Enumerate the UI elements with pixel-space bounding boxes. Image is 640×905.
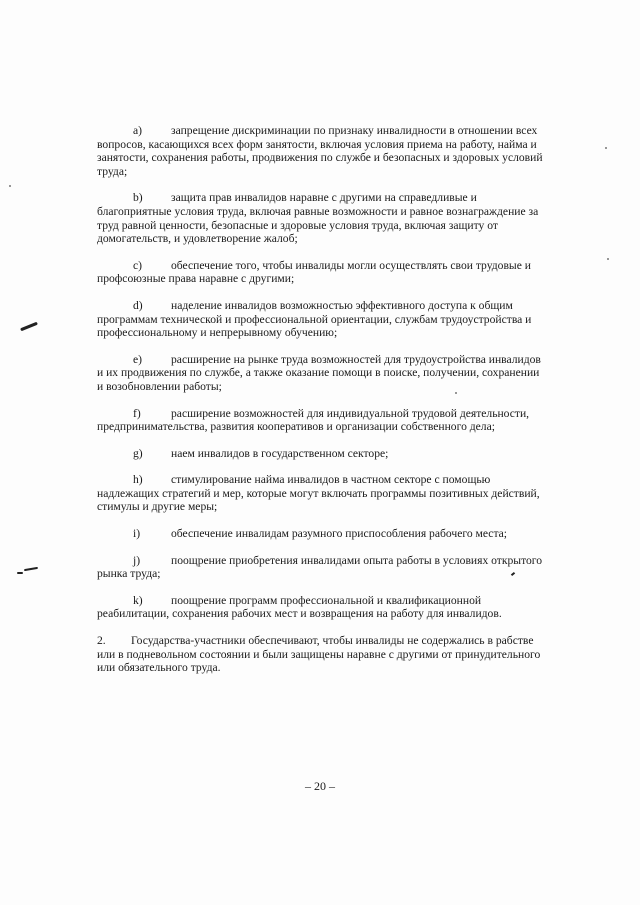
item-marker: h): [133, 473, 143, 487]
item-text: наем инвалидов в государственном секторе;: [171, 446, 389, 460]
item-marker: f): [133, 406, 141, 420]
scan-artifact-mark: [20, 322, 38, 332]
item-text: расширение возможностей для индивидуальной трудовой деятельности, предпринимательства, развития кооперативов и организации собственного дела;: [97, 406, 530, 434]
item-marker: j): [133, 553, 141, 567]
list-item-k: [97, 594, 548, 621]
item-text: поощрение программ профессиональной и квалификационной реабилитации, сохранения рабочих мест и возвращения на работу для инвалидов.: [97, 593, 502, 621]
scan-artifact-mark: [17, 572, 23, 574]
item-marker: k): [133, 593, 143, 607]
list-item-b: [97, 191, 548, 245]
paragraph-number: 2.: [97, 634, 106, 648]
item-text: обеспечение инвалидам разумного приспособления рабочего места;: [171, 527, 508, 541]
item-marker: b): [133, 191, 143, 205]
item-text: обеспечение того, чтобы инвалиды могли осуществлять свои трудовые и профсоюзные права наравне с другими;: [97, 258, 531, 286]
item-marker: e): [133, 352, 143, 366]
scan-artifact-dot: [9, 185, 11, 187]
item-marker: i): [133, 527, 141, 541]
item-marker: g): [133, 446, 143, 460]
item-marker: a): [133, 124, 143, 137]
paragraph-text: Государства-участники обеспечивают, чтобы инвалиды не содержались в рабстве или в подневольном состоянии и были защищены наравне с другими от принудительного или обязательного труда.: [97, 634, 541, 675]
list-item-a: [97, 124, 548, 178]
item-text: поощрение приобретения инвалидами опыта работы в условиях открытого рынка труда;: [97, 553, 543, 581]
item-text: стимулирование найма инвалидов в частном секторе с помощью надлежащих стратегий и мер, которые могут включать программы позитивных действий, стимулы и другие меры;: [97, 473, 540, 514]
list-item-h: [97, 473, 548, 514]
page-number: – 20 –: [305, 779, 335, 793]
scan-artifact-mark: [24, 567, 38, 571]
scan-artifact-dot: [605, 147, 607, 149]
document-body: [97, 124, 548, 688]
list-item-i: [97, 527, 548, 541]
list-item-f: [97, 407, 548, 434]
list-item-j: [97, 554, 548, 581]
list-item-c: [97, 259, 548, 286]
item-text: наделение инвалидов возможностью эффективного доступа к общим программам технической и профессиональной ориентации, службам трудоустройства и профессиональному и непрерывному обучению;: [97, 298, 532, 340]
item-text: расширение на рынке труда возможностей для трудоустройства инвалидов и их продвижения по службе, а также оказание помощи в поиске, получении, сохранении и возобновлении работы;: [97, 352, 541, 393]
item-text: запрещение дискриминации по признаку инвалидности в отношении всех вопросов, касающихся всех форм занятости, включая условия приема на работу, найма и занятости, сохранения работы, продвижения по службе и безопасных и здоровых условий труда;: [97, 124, 543, 178]
list-item-g: [97, 447, 548, 461]
item-marker: c): [133, 258, 143, 272]
item-marker: d): [133, 298, 143, 312]
numbered-paragraph-2: [97, 634, 548, 675]
scan-artifact-dot: [607, 258, 609, 260]
list-item-e: [97, 353, 548, 394]
list-item-d: [97, 299, 548, 340]
item-text: защита прав инвалидов наравне с другими на справедливые и благоприятные условия труда, включая равные возможности и равное вознаграждение за труд равной ценности, безопасные и здоровые условия труда, включая защиту от домогательств, и удовлетворение жалоб;: [97, 191, 539, 246]
